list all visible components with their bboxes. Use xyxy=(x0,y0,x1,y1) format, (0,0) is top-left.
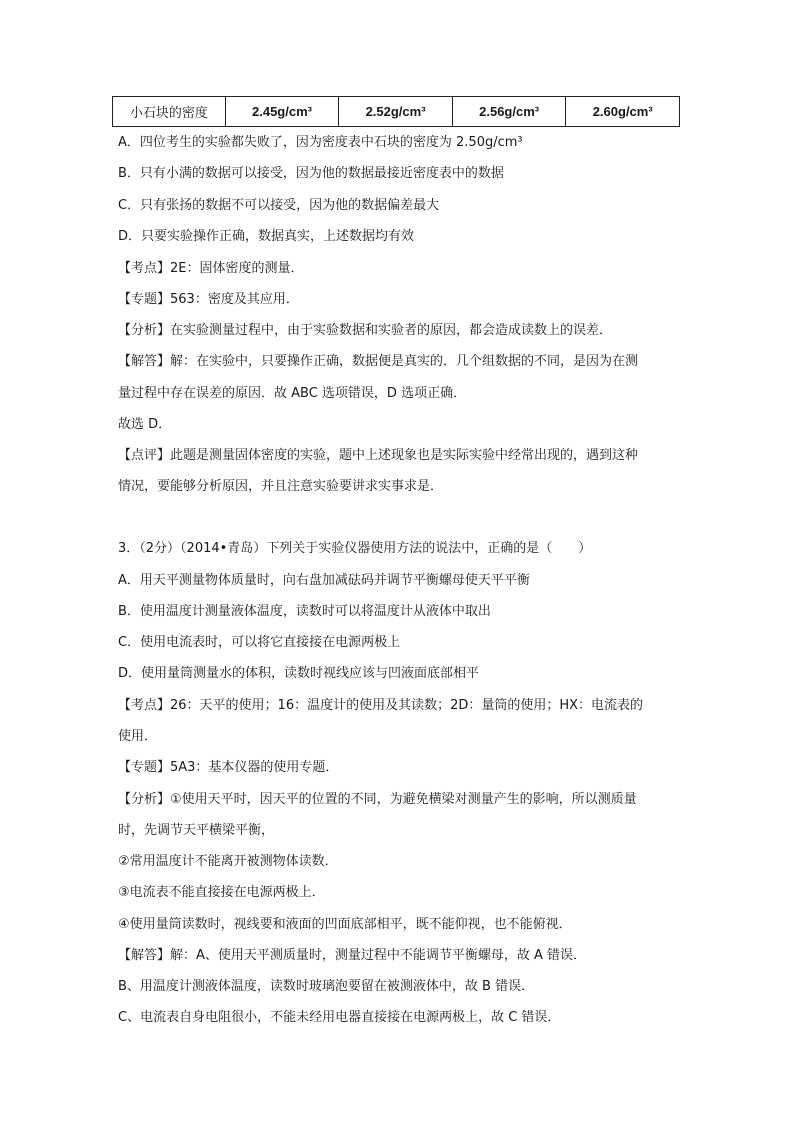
q2-dianping-line-2: 情况，要能够分析原因，并且注意实验要讲求实事求是． xyxy=(118,479,444,494)
q2-dianping-line-1: 【点评】此题是测量固体密度的实验，题中上述现象也是实际实验中经常出现的，遇到这种 xyxy=(118,448,639,463)
table-row-label: 小石块的密度 xyxy=(113,97,226,127)
table-cell: 2.56g/cm³ xyxy=(452,97,566,127)
q3-jieda-line-3: C、电流表自身电阻很小，不能未经用电器直接接在电源两极上，故 C 错误． xyxy=(118,1010,561,1025)
table-row xyxy=(113,97,680,127)
q2-jieda-line-1: 【解答】解：在实验中，只要操作正确，数据便是真实的．几个组数据的不同，是因为在测 xyxy=(118,354,639,369)
table-cell: 2.60g/cm³ xyxy=(566,97,680,127)
q3-jieda-line-2: B、用温度计测液体温度，读数时玻璃泡要留在被测液体中，故 B 错误． xyxy=(118,979,535,994)
q2-option-c: C．只有张扬的数据不可以接受，因为他的数据偏差最大 xyxy=(118,198,440,213)
q2-jieda-line-2: 量过程中存在误差的原因．故 ABC 选项错误，D 选项正确． xyxy=(118,386,467,401)
q2-option-d: D．只要实验操作正确，数据真实，上述数据均有效 xyxy=(118,229,415,244)
q2-option-b: B．只有小满的数据可以接受，因为他的数据最接近密度表中的数据 xyxy=(118,166,504,181)
q3-option-d: D．使用量筒测量水的体积，读数时视线应该与凹液面底部相平 xyxy=(118,666,480,681)
table-cell: 2.52g/cm³ xyxy=(339,97,453,127)
q3-fenxi-line-1: 【分析】①使用天平时，因天平的位置的不同，为避免横梁对测量产生的影响，所以测质量 xyxy=(118,792,637,807)
q3-stem: 3．（2分）（2014•青岛）下列关于实验仪器使用方法的说法中，正确的是（ ） xyxy=(118,541,592,556)
q3-option-c: C．使用电流表时，可以将它直接接在电源两极上 xyxy=(118,635,401,650)
q2-answer: 故选 D． xyxy=(118,417,172,432)
q3-fenxi-line-2: 时，先调节天平横梁平衡， xyxy=(118,823,275,838)
q3-option-a: A．用天平测量物体质量时，向右盘加减砝码并调节平衡螺母使天平平衡 xyxy=(118,573,530,588)
q3-zhuanti: 【专题】5A3：基本仪器的使用专题． xyxy=(118,760,339,775)
table-cell: 2.45g/cm³ xyxy=(225,97,339,127)
q3-fenxi-line-3: ②常用温度计不能离开被测物体读数． xyxy=(118,854,338,869)
q3-jieda-line-1: 【解答】解：A、使用天平测质量时，测量过程中不能调节平衡螺母，故 A 错误． xyxy=(118,948,587,963)
q3-fenxi-line-4: ③电流表不能直接接在电源两极上． xyxy=(118,885,325,900)
q2-kaodian: 【考点】2E：固体密度的测量． xyxy=(118,261,304,276)
q3-option-b: B．使用温度计测量液体温度，读数时可以将温度计从液体中取出 xyxy=(118,604,491,619)
q2-option-a: A．四位考生的实验都失败了，因为密度表中石块的密度为 2.50g/cm³ xyxy=(118,135,523,150)
density-table xyxy=(112,96,680,127)
q3-kaodian-line-1: 【考点】26：天平的使用；16：温度计的使用及其读数；2D：量筒的使用；HX：电流表的 xyxy=(118,698,644,713)
q3-kaodian-line-2: 使用． xyxy=(118,729,158,744)
q2-fenxi: 【分析】在实验测量过程中，由于实验数据和实验者的原因，都会造成读数上的误差． xyxy=(118,323,613,338)
q3-fenxi-line-5: ④使用量筒读数时，视线要和液面的凹面底部相平，既不能仰视，也不能俯视． xyxy=(118,917,572,932)
q2-zhuanti: 【专题】563：密度及其应用． xyxy=(118,292,299,307)
